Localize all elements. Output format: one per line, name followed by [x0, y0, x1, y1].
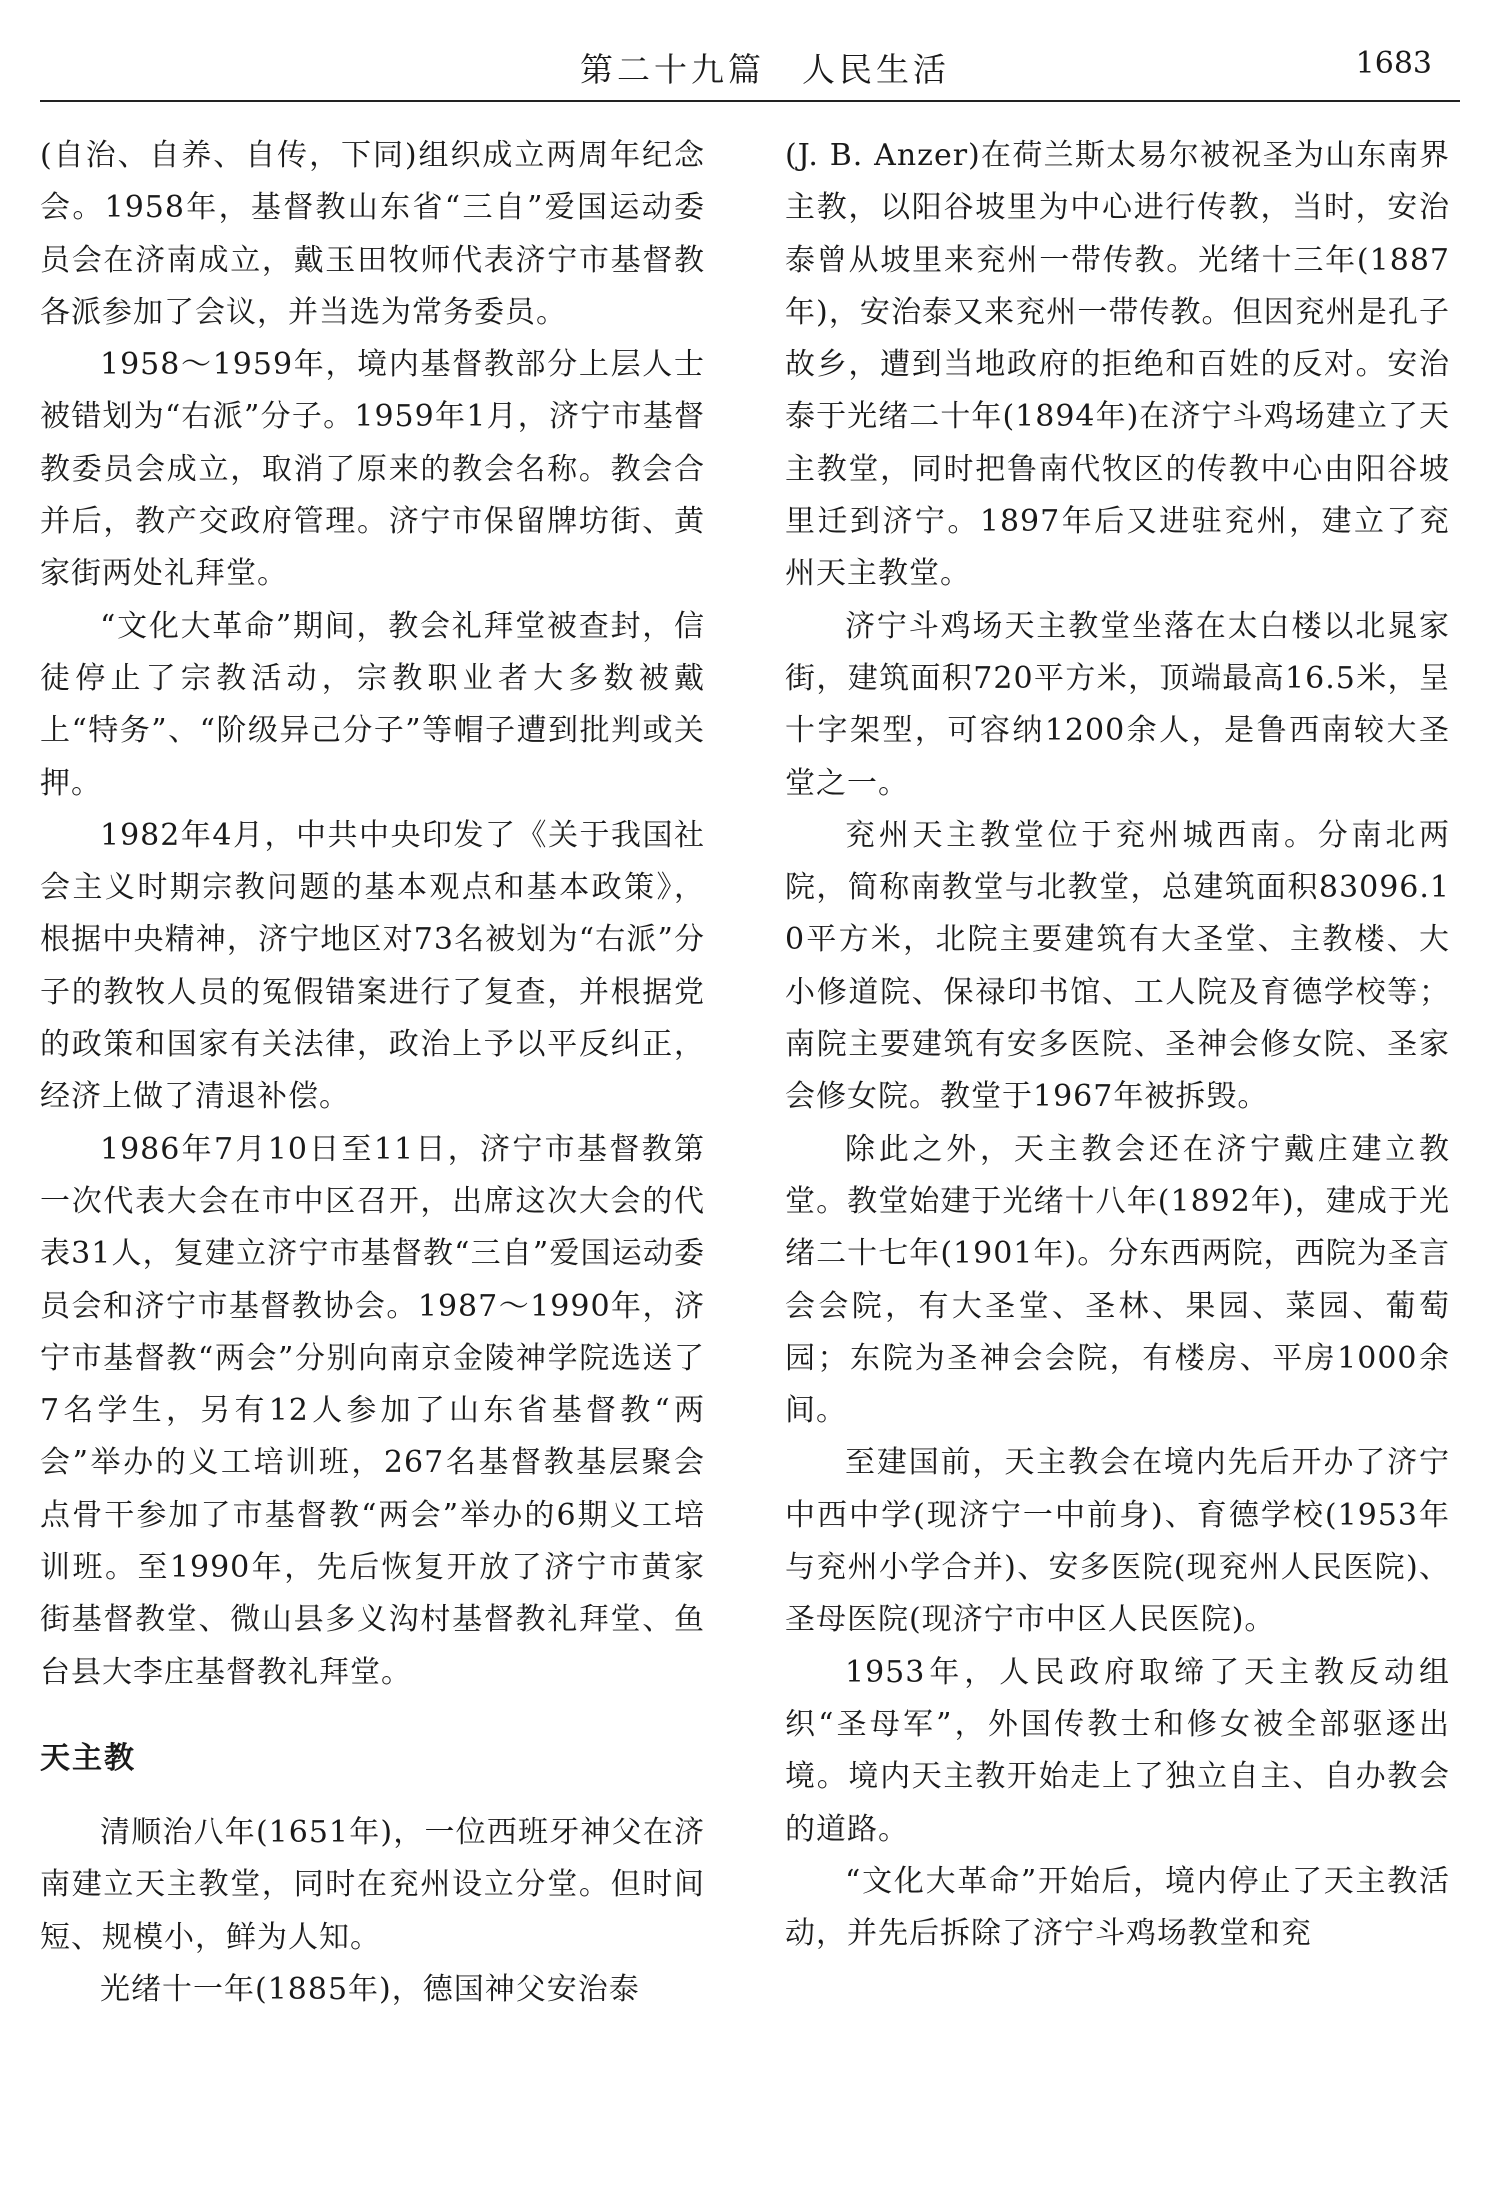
paragraph: 1982年4月，中共中央印发了《关于我国社会主义时期宗教问题的基本观点和基本政策》，根据中央精神，济宁地区对73名被划为“右派”分子的教牧人员的冤假错案进行了复查，并根据党的政策和国家有关法律，政治上予以平反纠正，经济上做了清退补偿。 [40, 817, 705, 1115]
section-heading: 天主教 [40, 1740, 136, 1776]
paragraph: 1953年，人民政府取缔了天主教反动组织“圣母军”，外国传教士和修女被全部驱逐出境。境内天主教开始走上了独立自主、自办教会的道路。 [785, 1654, 1450, 1847]
paragraph: 清顺治八年(1651年)，一位西班牙神父在济南建立天主教堂，同时在兖州设立分堂。但时间短、规模小，鲜为人知。 [40, 1814, 705, 1955]
paragraph: 至建国前，天主教会在境内先后开办了济宁中西中学(现济宁一中前身)、育德学校(1953年与兖州小学合并)、安多医院(现兖州人民医院)、圣母医院(现济宁市中区人民医院)。 [785, 1445, 1450, 1638]
paragraph: (J. B. Anzer)在荷兰斯太易尔被祝圣为山东南界主教，以阳谷坡里为中心进行传教，当时，安治泰曾从坡里来兖州一带传教。光绪十三年(1887年)，安治泰又来兖州一带传教。但因兖州是孔子故乡，遭到当地政府的拒绝和百姓的反对。安治泰于光绪二十年(1894年)在济宁斗鸡场建立了天主教堂，同时把鲁南代牧区的传教中心由阳谷坡里迁到济宁。1897年后又进驻兖州，建立了兖州天主教堂。 [785, 138, 1450, 592]
paragraph: “文化大革命”期间，教会礼拜堂被查封，信徒停止了宗教活动，宗教职业者大多数被戴上“特务”、“阶级异己分子”等帽子遭到批判或关押。 [40, 608, 705, 801]
paragraph: 1986年7月10日至11日，济宁市基督教第一次代表大会在市中区召开，出席这次大会的代表31人，复建立济宁市基督教“三自”爱国运动委员会和济宁市基督教协会。1987～1990年，济宁市基督教“两会”分别向南京金陵神学院选送了7名学生，另有12人参加了山东省基督教“两会”举办的义工培训班，267名基督教基层聚会点骨干参加了市基督教“两会”举办的6期义工培训班。至1990年，先后恢复开放了济宁市黄家街基督教堂、微山县多义沟村基督教礼拜堂、鱼台县大李庄基督教礼拜堂。 [40, 1131, 705, 1690]
paragraph: (自治、自养、自传，下同)组织成立两周年纪念会。1958年，基督教山东省“三自”爱国运动委员会在济南成立，戴玉田牧师代表济宁市基督教各派参加了会议，并当选为常务委员。 [40, 138, 705, 330]
right-column [785, 130, 1450, 1960]
paragraph: 除此之外，天主教会还在济宁戴庄建立教堂。教堂始建于光绪十八年(1892年)，建成于光绪二十七年(1901年)。分东西两院，西院为圣言会会院，有大圣堂、圣林、果园、菜园、葡萄园；东院为圣神会会院，有楼房、平房1000余间。 [785, 1131, 1450, 1429]
paragraph: 兖州天主教堂位于兖州城西南。分南北两院，简称南教堂与北教堂，总建筑面积83096.10平方米，北院主要建筑有大圣堂、主教楼、大小修道院、保禄印书馆、工人院及育德学校等；南院主要建筑有安多医院、圣神会修女院、圣家会修女院。教堂于1967年被拆毁。 [785, 817, 1450, 1115]
page-number: 1683 [1355, 46, 1432, 81]
paragraph: 1958～1959年，境内基督教部分上层人士被错划为“右派”分子。1959年1月，济宁市基督教委员会成立，取消了原来的教会名称。教会合并后，教产交政府管理。济宁市保留牌坊街、黄家街两处礼拜堂。 [40, 347, 705, 592]
paragraph: “文化大革命”开始后，境内停止了天主教活动，并先后拆除了济宁斗鸡场教堂和兖 [785, 1863, 1450, 1952]
paragraph: 济宁斗鸡场天主教堂坐落在太白楼以北晁家街，建筑面积720平方米，顶端最高16.5米，呈十字架型，可容纳1200余人，是鲁西南较大圣堂之一。 [785, 608, 1450, 801]
page-title: 第二十九篇 人民生活 [580, 50, 950, 89]
paragraph: 光绪十一年(1885年)，德国神父安治泰 [100, 1971, 640, 2007]
page-header [40, 38, 1460, 102]
left-column [40, 130, 705, 2016]
